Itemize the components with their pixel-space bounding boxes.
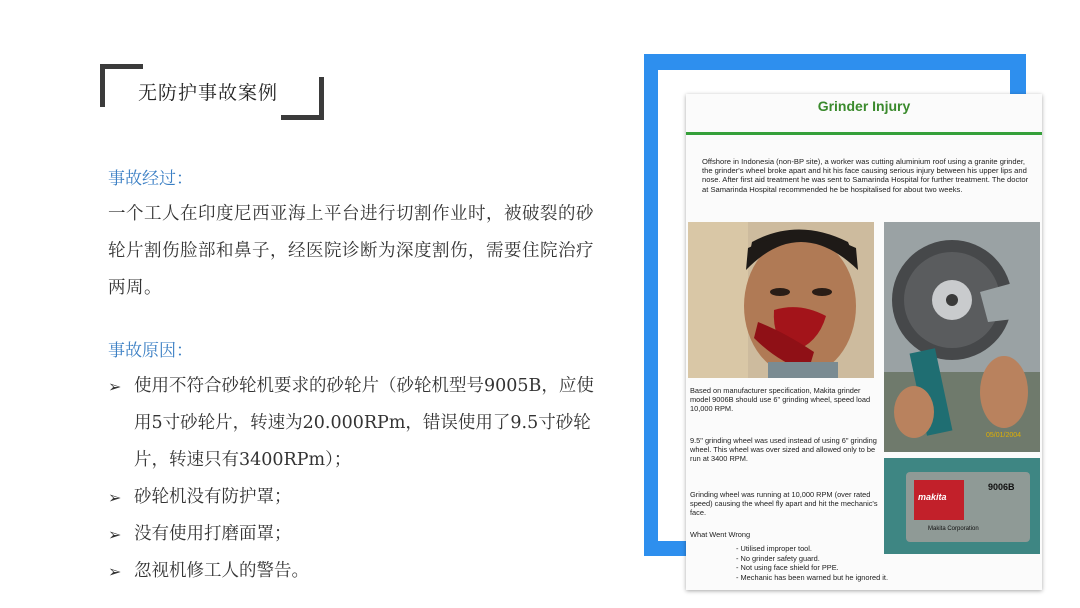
arrow-bullet-icon: ➢ [108,562,122,581]
arrow-bullet-icon: ➢ [108,377,122,396]
bracket-top-left [100,64,143,107]
label-model: 9006B [988,482,1015,492]
spec-text: Based on manufacturer specification, Makita grinder model 9006B should use 6" grinding wheel, speed load 10,000 RPM. [690,386,871,413]
broken-grinder-photo [884,222,1040,452]
arrow-bullet-icon: ➢ [108,488,122,507]
injury-report-image [686,94,1042,590]
list-item: ➢ 砂轮机没有防护罩； [108,479,598,516]
photo-timestamp: 05/01/2004 [986,432,1022,439]
list-item: ➢ 忽视机修工人的警告。 [108,553,598,590]
oversize-text: 9.5" grinding wheel was used instead of using 6" grinding wheel. This wheel was over sized and allowed only to be run at 3400 RPM. [690,436,877,463]
report-intro: Offshore in Indonesia (non-BP site), a worker was cutting aluminium roof using a granite grinder, the grinder's wheel broke apart and hit his face causing serious injury between his upper lips and nose. After first aid treatment he was sent to Samarinda Hospital for further treatment. The doctor at Samarinda Hospital recommended he be hospitalised for about two weeks. [702,157,1029,194]
process-heading: 事故经过： [108,169,193,189]
list-item: - Utilised improper tool. [736,544,812,553]
page-title: 无防护事故案例 [138,82,279,104]
label-brand: makita [918,492,947,502]
report-title: Grinder Injury [817,98,911,114]
title-rule [686,132,1042,135]
list-item: ➢ 没有使用打磨面罩； [108,516,598,553]
title-frame [100,64,324,120]
running-text: Grinding wheel was running at 10,000 RPM (over rated speed) causing the wheel fly apart and hit the mechanic's face. [690,490,878,517]
process-text: 一个工人在印度尼西亚海上平台进行切割作业时，被破裂的砂轮片割伤脸部和鼻子，经医院诊断为深度割伤，需要住院治疗两周。 [108,204,594,298]
wrong-list [736,544,966,582]
arrow-bullet-icon: ➢ [108,525,122,544]
grinder-label-photo [884,458,1040,554]
causes-list [108,368,598,590]
label-company: Makita Corporation [928,526,979,532]
list-item: - Mechanic has been warned but he ignored it. [736,572,889,582]
wrong-heading: What Went Wrong [690,530,751,539]
list-item: - No grinder safety guard. [736,553,820,563]
injured-worker-photo [688,222,874,378]
list-item: - Not using face shield for PPE. [736,563,839,573]
list-item: ➢ 使用不符合砂轮机要求的砂轮片（砂轮机型号9005B，应使用5寸砂轮片，转速为20.000RPm，错误使用了9.5寸砂轮片，转速只有3400RPm）； [108,368,598,479]
bracket-bottom-right [281,77,324,120]
causes-heading: 事故原因： [108,341,193,361]
